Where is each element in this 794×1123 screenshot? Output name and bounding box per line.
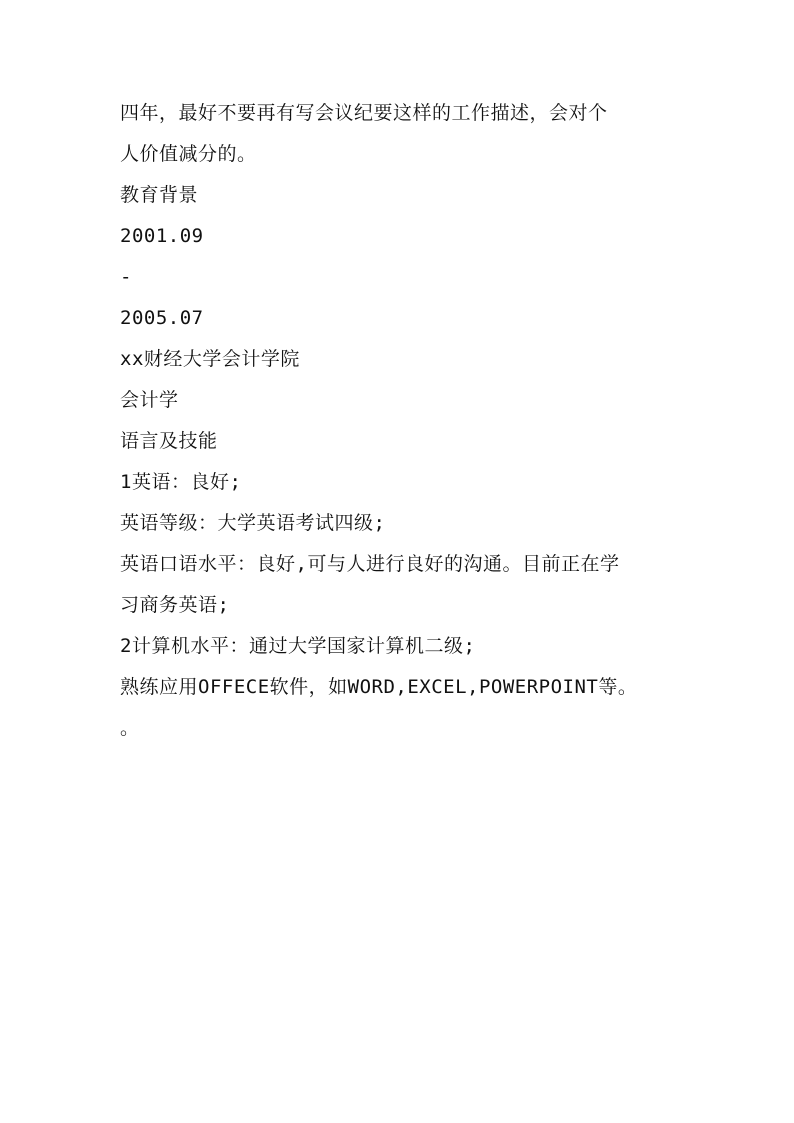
education-start-date: 2001.09 xyxy=(120,225,204,247)
work-advice-line-2: 人价值减分的。 xyxy=(120,143,257,165)
trailing-period: 。 xyxy=(120,717,140,739)
skill-english-spoken-line-2: 习商务英语; xyxy=(120,594,230,616)
document-body xyxy=(120,93,680,749)
education-end-date: 2005.07 xyxy=(120,307,204,329)
education-date-separator: - xyxy=(120,266,132,288)
skill-english: 1英语：良好; xyxy=(120,471,242,493)
work-advice-line-1: 四年，最好不要再有写会议纪要这样的工作描述，会对个 xyxy=(120,102,608,124)
education-major: 会计学 xyxy=(120,389,179,411)
skill-computer: 2计算机水平：通过大学国家计算机二级; xyxy=(120,635,476,657)
skill-english-spoken-line-1: 英语口语水平：良好,可与人进行良好的沟通。目前正在学 xyxy=(120,553,620,575)
skill-office: 熟练应用OFFECE软件，如WORD,EXCEL,POWERPOINT等。 xyxy=(120,676,638,698)
education-heading: 教育背景 xyxy=(120,184,199,206)
skills-heading: 语言及技能 xyxy=(120,430,218,452)
education-school: xx财经大学会计学院 xyxy=(120,348,300,370)
skill-english-level: 英语等级：大学英语考试四级; xyxy=(120,512,386,534)
